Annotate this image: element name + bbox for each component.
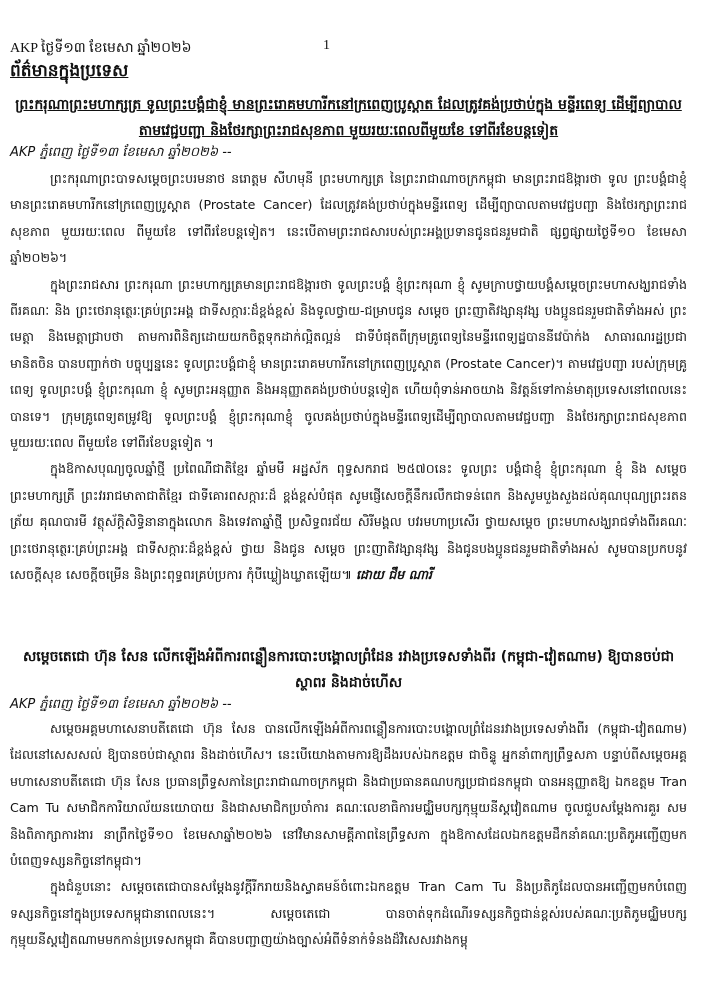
article-2-paragraph-1: សម្តេចអគ្គមហាសេនាបតីតេជោ ហ៊ុន សែន បានលើកឡើងអំពីការពន្លឿនការបោះបង្គោលព្រំដែនរវាងប្រទេសទាំងពីរ (កម្ពុជា-វៀតណាម) ដែលនៅសេសសល់ ឱ្យបានចប់ជាស្ថាពរ និងដាច់ហើស។ នេះបើយោងតាមការឱ្យដឹងរបស់ឯកឧត្តម ជាចិន្ទូ អ្នកនាំពាក្យព្រឹទ្ធសភា បន្ទាប់ពីសម្តេចអគ្គមហាសេនាបតីតេជោ ហ៊ុន សែន ប្រធានព្រឹទ្ធសភានៃព្រះរាជាណាចក្រកម្ពុជា និងជាប្រធានគណបក្សប្រជាជនកម្ពុជា បានអនុញ្ញាតឱ្យ ឯកឧត្តម Tran Cam Tu សមាជិកការិយាល័យនយោបាយ និងជាសមាជិកប្រចាំការ គណៈលេខាធិការមជ្ឈិមបក្សកុម្មុយនីស្តវៀតណាម ចូលជួបសម្តែងការគួរ សម និងពិភាក្សាការងារ នាព្រឹកថ្ងៃទី១០ ខែមេសាឆ្នាំ២០២៦ នៅវិមានសាមគ្គីភាពនៃព្រឹទ្ធសភា ក្នុងឱកាសដែលឯកឧត្តមដឹកនាំគណៈប្រតិភូអញ្ជើញមកបំពេញទស្សនកិច្ចនៅកម្ពុជា។: [10, 721, 687, 869]
article-2-dateline: AKP ភ្នំពេញ ថ្ងៃទី១៣ ខែមេសា ឆ្នាំ២០២៦ --: [10, 697, 232, 712]
section-title: ព័ត៌មានក្នុងប្រទេស: [10, 61, 129, 81]
article-2-body: [10, 716, 687, 954]
article-2-paragraph-2: ក្នុងជំនួបនោះ សម្តេចតេជោបានសម្តែងនូវក្តីរីករាយនិងស្វាគមន៍ចំពោះឯកឧត្តម Tran Cam Tu និងប្រតិភូដែលបានអញ្ជើញមកបំពេញទស្សនកិច្ចនៅក្នុងប្រទេសកម្ពុជានាពេលនេះ។ សម្តេចតេជោ បានចាត់ទុកដំណើរទស្សនកិច្ចជាន់ខ្ពស់របស់គណៈប្រតិភូមជ្ឈិមបក្សកុម្មុយនីស្តវៀតណាមមកកាន់ប្រទេសកម្ពុជា គឺបានបញ្ជាញយ៉ាងច្បាស់អំពីទំនាក់ទំនងដ៏វិសេសរវាងកម្ពុ: [10, 879, 687, 948]
article-1-paragraph-2: ក្នុងព្រះរាជសារ ព្រះករុណា ព្រះមហាក្សត្រមានព្រះរាជឱង្ការថា ទូលព្រះបង្គំ ខ្ញុំព្រះករុណា ខ្ញុំ សូមក្រាបថ្វាយបង្គំសម្ដេចព្រះមហាសង្ឃរាជទាំងពីរគណៈ និង ព្រះថេរានុត្ថេរៈគ្រប់ព្រះអង្គ ជាទីសក្ការៈដ៏ខ្ពង់ខ្ពស់ និងទូលថ្វាយ-ជម្រាបជូន សម្តេច ព្រះញាតិវង្សានុវង្ស បងប្អូនជនរួមជាតិទាំងអស់ ព្រះមេត្តា និងមេត្តាជ្រាបថា តាមការពិនិត្យដោយយកចិត្តទុកដាក់ល្អិតល្អន់ ជាទីបំផុតពីក្រុមគ្រូពេទ្យនៃមន្ទីរពេទ្យដ្ឋបាននីវេប៉ាក់ង សាធារណរដ្ឋប្រជាមានិតចិន បានបញ្ជាក់ថា បច្ចុប្បន្ននេះ ទូលព្រះបង្គំជាខ្ញុំ មានព្រះរោគមហារីកនៅក្រពេញប្រូស្តាត (Prostate Cancer)។ តាមវេជ្ជបញ្ជា របស់ក្រុមគ្រូពេទ្យ ទូលព្រះបង្គំ ខ្ញុំព្រះករុណា ខ្ញុំ សូមព្រះអនុញ្ញាត និងអនុញ្ញាតគង់ប្រថាប់បន្តទៀត ហើយពុំទាន់អាចយាង និវត្តន៍ទៅកាន់មាតុប្រទេសនៅពេលនេះបានទេ។ ក្រុមគ្រូពេទ្យតម្រូវឱ្យ ទូលព្រះបង្គំ ខ្ញុំព្រះករុណាខ្ញុំ ចូលគង់ប្រថាប់ក្នុងមន្ទីរពេទ្យដើម្បីព្យាបាលតាមវេជ្ជបញ្ជា និងថែរក្សាព្រះរាជសុខភាព មួយរយៈពេល ពីមួយខែ ទៅពីរខែបន្តទៀត ។: [10, 276, 687, 451]
article-2-headline: សម្តេចតេជោ ហ៊ុន សែន លើកឡើងអំពីការពន្លឿនការបោះបង្គោលព្រំដែន រវាងប្រទេសទាំងពីរ (កម្ពុជា-វៀតណាម) ឱ្យបានចប់ជាស្ថាពរ និងដាច់ហើស: [22, 649, 675, 691]
page-number: 1: [323, 38, 330, 53]
article-1-dateline: AKP ភ្នំពេញ ថ្ងៃទី១៣ ខែមេសា ឆ្នាំ២០២៦ --: [10, 145, 232, 160]
article-1-headline: ព្រះករុណាព្រះមហាក្សត្រ ទូលព្រះបង្គំជាខ្ញុំ មានព្រះរោគមហារីកនៅក្រពេញប្រូស្តាត ដែលត្រូវគង់ប្រថាប់ក្នុង មន្ទីរពេទ្យ ដើម្បីព្យាបាលតាមវេជ្ជបញ្ជា និងថែរក្សាព្រះរាជសុខភាព មួយរយៈពេលពីមួយខែ ទៅពីរខែបន្តទៀត: [15, 97, 682, 139]
article-1-paragraph-1: ព្រះករុណាព្រះបាទសម្ដេចព្រះបរមនាថ នរោត្តម សីហមុនី ព្រះមហាក្សត្រ នៃព្រះរាជាណាចក្រកម្ពុជា មានព្រះរាជឱង្ការថា ទូល ព្រះបង្គំជាខ្ញុំ មានព្រះរោគមហារីកនៅក្រពេញប្រូស្តាត (Prostate Cancer) ដែលត្រូវគង់ប្រថាប់ក្នុងមន្ទីរពេទ្យ ដើម្បីព្យាបាលតាមវេជ្ជបញ្ជា និងថែរក្សាព្រះរាជសុខភាព មួយរយៈពេល ពីមួយខែ ទៅពីរខែបន្តទៀត។ នេះបើតាមព្រះរាជសារបស់ព្រះអង្គប្រទានជូនជនរួមជាតិ ផ្សព្វផ្សាយថ្ងៃទី១០ ខែមេសា ឆ្នាំ២០២៦។: [10, 171, 687, 266]
page-header: [10, 38, 330, 59]
article-1-body: [10, 166, 687, 589]
source-date: AKP ថ្ងៃទី១៣ ខែមេសា ឆ្នាំ២០២៦: [10, 41, 192, 56]
article-1-paragraph-3-text: ក្នុងឱកាសបុណ្យចូលឆ្នាំថ្មី ប្រពៃណីជាតិខ្មែរ ឆ្នាំមមី អដ្ឋស័ក ពុទ្ធសករាជ ២៥៧០នេះ ទូលព្រះ បង្គំជាខ្ញុំ ខ្ញុំព្រះករុណា ខ្ញុំ និង សម្តេចព្រះមហាក្សត្រី ព្រះវររាជមាតាជាតិខ្មែរ ជាទីគោរពសក្ការៈដ៏ ខ្ពង់ខ្ពស់បំផុត សូមផ្ញើសេចក្ដីនឹករលឹកជាទន់ពេក និងសូមបួងសួងដល់គុណបុណ្យព្រះរតនត្រ័យ គុណបារមី វត្ថុស័ក្តិសិទ្ធិនានាក្នុងលោក និងទេវតាឆ្នាំថ្មី ប្រសិទ្ធពរជ័យ សិរីមង្គល បវរមហាប្រសើរ ថ្វាយសម្តេច ព្រះមហាសង្ឃរាជទាំងពីរគណៈ ព្រះថេរានុត្ថេរៈគ្រប់ព្រះអង្គ ជាទីសក្ការៈដ៏ខ្ពង់ខ្ពស់ ថ្វាយ និងជូន សម្តេច ព្រះញាតិវង្សានុវង្ស និងជូនបងប្អូនជនរួមជាតិទាំងអស់ សូមបានប្រកបនូវសេចក្ដីសុខ សេចក្ដីចម្រើន និងព្រះពុទ្ធពរគ្រប់ប្រការ កុំបីឃ្លៀងឃ្លាតឡើយ៕: [10, 461, 687, 583]
article-1-byline: ដោយ ជឹម ណារី: [355, 567, 433, 583]
article-1-paragraph-3: [10, 456, 687, 588]
